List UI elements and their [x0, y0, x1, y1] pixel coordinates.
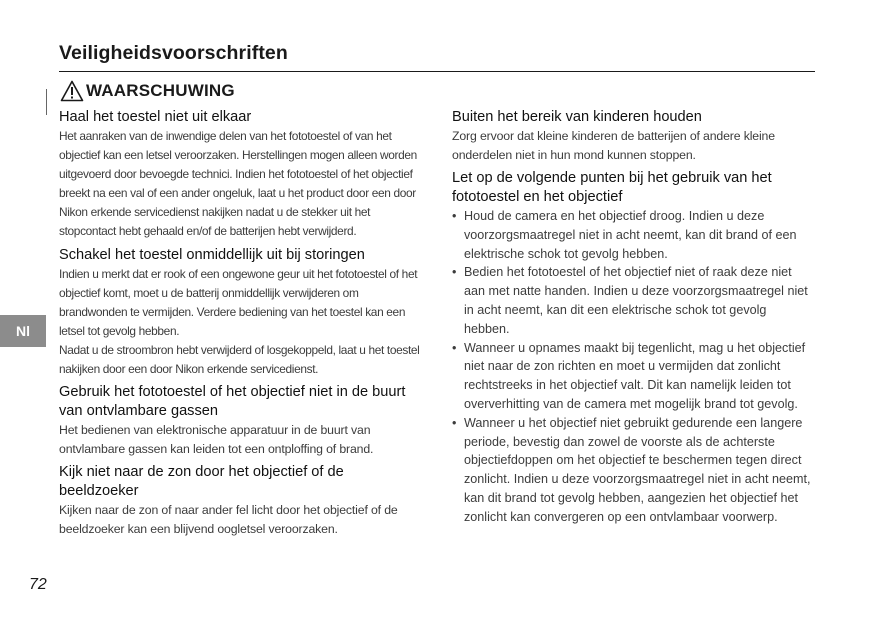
margin-mark [46, 89, 47, 115]
section-body: Het aanraken van de inwendige delen van het fototoestel of van het objectief kan een letsel veroorzaken. Herstellingen mogen alleen worden uitgevoerd door bevoegde technici. Indien het fototoestel of het objectief breekt na een val of een ander ongeluk, laat u het product door een door Nikon erkende servicedienst nakijken nadat u de stekker uit het stopcontact hebt gehaald en/of de batterijen hebt verwijderd. [59, 129, 417, 238]
section-heading: Gebruik het fototoestel of het objectief niet in de buurt van ontvlambare gassen [59, 384, 406, 419]
section-body: Indien u merkt dat er rook of een ongewone geur uit het fototoestel of het objectief komt, moet u de batterij onmiddellijk verwijderen om brandwonden te vermijden. Verdere bediening van het toestel kan een letsel tot gevolg hebben. [59, 267, 418, 338]
section-heading: Haal het toestel niet uit elkaar [59, 109, 252, 125]
bullet-icon: • [452, 340, 457, 355]
list-item-text: Houd de camera en het objectief droog. Indien u deze voorzorgsmaatregel niet in acht neemt, kan dit brand of een elektrische schok tot gevolg hebben. [464, 209, 797, 261]
warning-triangle-icon [60, 80, 84, 102]
left-column [59, 108, 425, 543]
language-tab: Nl [0, 315, 46, 347]
section-disassemble [59, 108, 425, 241]
list-item [452, 263, 814, 338]
section-sun [59, 463, 425, 539]
section-malfunction [59, 246, 425, 379]
section-body: Het bedienen van elektronische apparatuur in de buurt van ontvlambare gassen kan leiden tot een ontploffing of brand. [59, 423, 374, 456]
list-item-text: Bedien het fototoestel of het objectief niet of raak deze niet aan met natte handen. Indien u deze voorzorgsmaatregel niet in acht neemt, kan dit een elektrische schok tot gevolg hebben. [464, 265, 808, 336]
bullet-icon: • [452, 415, 457, 430]
list-item-text: Wanneer u het objectief niet gebruikt gedurende een langere periode, bevestig dan zowel de voorste als de achterste objectiefdoppen om het objectief te beschermen tegen direct zonlicht. Indien u deze voorzorgsmaatregel niet in acht neemt, kan dit brand tot gevolg hebben, aangezien het objectief het zonlicht kan convergeren op een ontvlambaar voorwerp. [464, 415, 811, 524]
bullet-icon: • [452, 209, 457, 223]
section-children [452, 108, 814, 165]
warning-header [60, 80, 235, 102]
section-body: Kijken naar de zon of naar ander fel licht door het objectief of de beeldzoeker kan een blijvend oogletsel veroorzaken. [59, 503, 398, 536]
precaution-list [452, 207, 814, 527]
section-precautions [452, 169, 814, 527]
section-body-continued: Nadat u de stroombron hebt verwijderd of losgekoppeld, laat u het toestel nakijken door een door Nikon erkende servicedienst. [59, 343, 420, 376]
section-heading: Schakel het toestel onmiddellijk uit bij storingen [59, 247, 365, 263]
section-heading: Let op de volgende punten bij het gebruik van het fototoestel en het objectief [452, 170, 772, 205]
page-number: 72 [29, 576, 47, 593]
warning-label: WAARSCHUWING [86, 81, 235, 100]
list-item-text: Wanneer u opnames maakt bij tegenlicht, mag u het objectief niet naar de zon richten en moet u vermijden dat zonlicht rechtstreeks in het objectief valt. Dit kan namelijk leiden tot oververhitting van de camera met mogelijk brand tot gevolg. [464, 340, 806, 411]
list-item [452, 339, 814, 414]
section-heading: Buiten het bereik van kinderen houden [452, 109, 702, 125]
section-heading: Kijk niet naar de zon door het objectief of de beeldzoeker [59, 464, 344, 499]
title-divider [59, 71, 815, 72]
bullet-icon: • [452, 265, 457, 280]
page-title: Veiligheidsvoorschriften [59, 42, 288, 64]
right-column [452, 108, 814, 531]
section-flammable-gas [59, 383, 425, 459]
section-body: Zorg ervoor dat kleine kinderen de batterijen of andere kleine onderdelen niet in hun mond kunnen stoppen. [452, 129, 775, 162]
list-item [452, 414, 814, 527]
list-item [452, 207, 814, 263]
